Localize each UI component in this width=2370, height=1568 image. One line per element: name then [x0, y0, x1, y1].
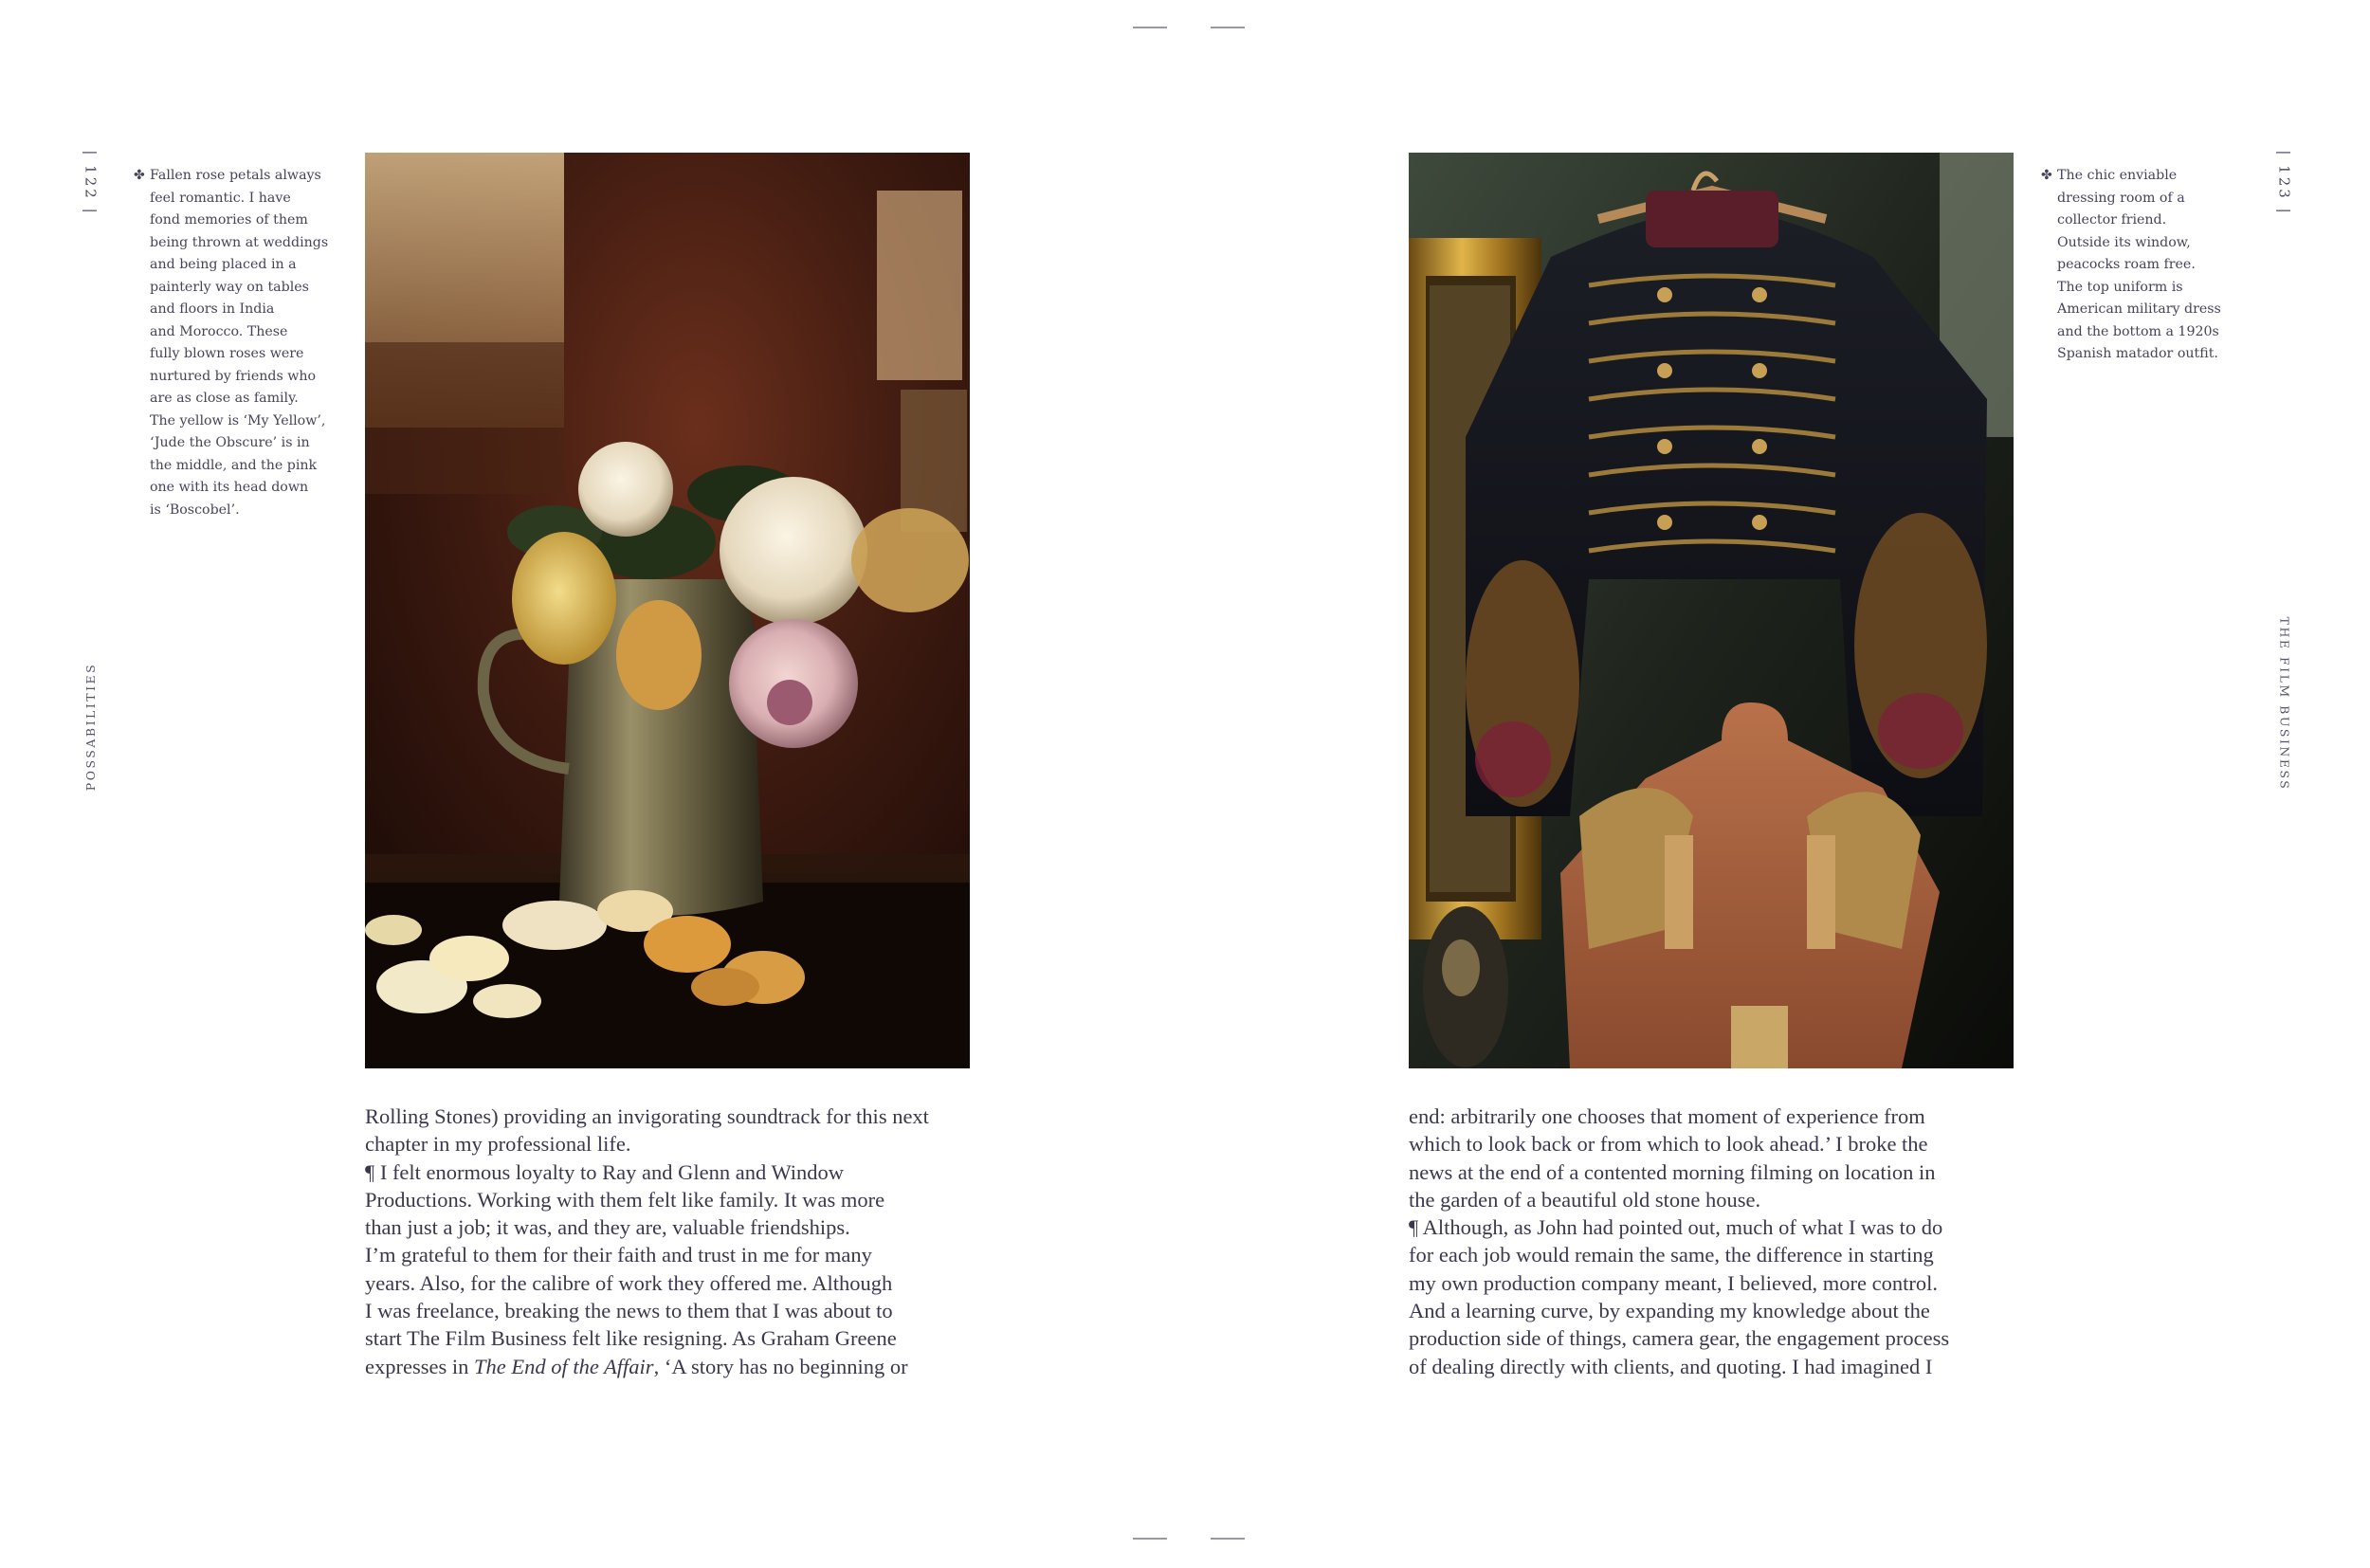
body-line: ¶ Although, as John had pointed out, much of what I was to do	[1409, 1215, 1943, 1240]
body-line: ¶ I felt enormous loyalty to Ray and Glenn and Window	[365, 1159, 845, 1184]
caption-line: and the bottom a 1920s	[2057, 323, 2219, 339]
dressing-room-photo	[1409, 153, 2014, 1068]
caption-line: painterly way on tables	[150, 279, 309, 295]
caption-line: The yellow is ‘My Yellow’,	[150, 412, 326, 428]
body-line: chapter in my professional life.	[365, 1132, 631, 1157]
crop-mark-top-right	[1211, 27, 1245, 28]
caption-line: Outside its window,	[2057, 234, 2191, 250]
caption-line: The chic enviable	[2057, 168, 2178, 183]
caption-line: and being placed in a	[150, 257, 297, 272]
body-line: I’m grateful to them for their faith and trust in me for many	[365, 1243, 872, 1267]
caption-line: being thrown at weddings	[150, 234, 329, 250]
body-line: I was freelance, breaking the news to them that I was about to	[365, 1299, 893, 1323]
right-caption	[2041, 165, 2252, 366]
left-caption	[134, 165, 344, 521]
body-line: years. Also, for the calibre of work they offered me. Although	[365, 1270, 893, 1295]
caption-line: American military dress	[2057, 301, 2221, 317]
body-line: Rolling Stones) providing an invigorating soundtrack for this next	[365, 1104, 929, 1128]
caption-line: The top uniform is	[2057, 279, 2183, 295]
body-line: And a learning curve, by expanding my knowledge about the	[1409, 1299, 1930, 1323]
right-running-head-text: THE FILM BUSINESS	[2277, 616, 2292, 791]
right-page-number	[2273, 150, 2296, 216]
left-page-number	[80, 150, 102, 216]
right-running-head	[2273, 609, 2296, 798]
caption-line: collector friend.	[2057, 212, 2167, 228]
caption-line: ‘Jude the Obscure’ is in	[150, 435, 310, 450]
left-running-head	[80, 631, 102, 821]
body-line: Productions. Working with them felt like family. It was more	[365, 1187, 885, 1212]
caption-marker-icon: ✤	[134, 168, 145, 183]
caption-line: are as close as family.	[150, 391, 299, 406]
crop-mark-bottom-right	[1211, 1538, 1245, 1540]
body-line-last-after: , ‘A story has no beginning or	[653, 1354, 908, 1378]
body-line-last	[365, 1353, 1010, 1380]
left-running-head-text: POSSABILITIES	[83, 662, 99, 791]
book-title-italic: The End of the Affair	[473, 1354, 654, 1378]
caption-line: the middle, and the pink	[150, 457, 318, 473]
caption-line: nurtured by friends who	[150, 368, 317, 384]
right-page-number-text: | 123 |	[2276, 150, 2293, 216]
caption-marker-icon: ✤	[2041, 168, 2052, 183]
left-page-number-text: | 122 |	[82, 150, 100, 216]
body-line: than just a job; it was, and they are, valuable friendships.	[365, 1215, 850, 1240]
caption-line: feel romantic. I have	[150, 190, 291, 206]
body-line: for each job would remain the same, the difference in starting	[1409, 1243, 1934, 1267]
body-line: news at the end of a contented morning filming on location in	[1409, 1159, 1936, 1184]
body-line-last-before: expresses in	[365, 1354, 474, 1378]
body-line: the garden of a beautiful old stone house.	[1409, 1187, 1761, 1212]
caption-line: fully blown roses were	[150, 346, 304, 361]
caption-line: and floors in India	[150, 301, 275, 317]
caption-line: Fallen rose petals always	[150, 168, 321, 183]
body-line: end: arbitrarily one chooses that moment of experience from	[1409, 1104, 1925, 1128]
caption-line: is ‘Boscobel’.	[150, 501, 240, 518]
crop-mark-top-left	[1133, 27, 1167, 28]
crop-mark-bottom-left	[1133, 1538, 1167, 1540]
caption-line: fond memories of them	[150, 212, 308, 228]
caption-line: one with its head down	[150, 480, 309, 495]
rose-still-life-photo	[365, 153, 970, 1068]
caption-line: peacocks roam free.	[2057, 257, 2196, 272]
right-body-text	[1409, 1103, 2053, 1380]
body-line: production side of things, camera gear, the engagement process	[1409, 1326, 1950, 1351]
caption-line: Spanish matador outfit.	[2057, 346, 2218, 361]
left-body-text	[365, 1103, 1010, 1380]
body-line: which to look back or from which to look ahead.’ I broke the	[1409, 1132, 1928, 1157]
body-line: of dealing directly with clients, and quoting. I had imagined I	[1409, 1354, 1933, 1378]
body-line: start The Film Business felt like resigning. As Graham Greene	[365, 1326, 897, 1351]
caption-line: dressing room of a	[2057, 190, 2185, 206]
body-line: my own production company meant, I believed, more control.	[1409, 1270, 1938, 1295]
caption-line: and Morocco. These	[150, 323, 288, 339]
